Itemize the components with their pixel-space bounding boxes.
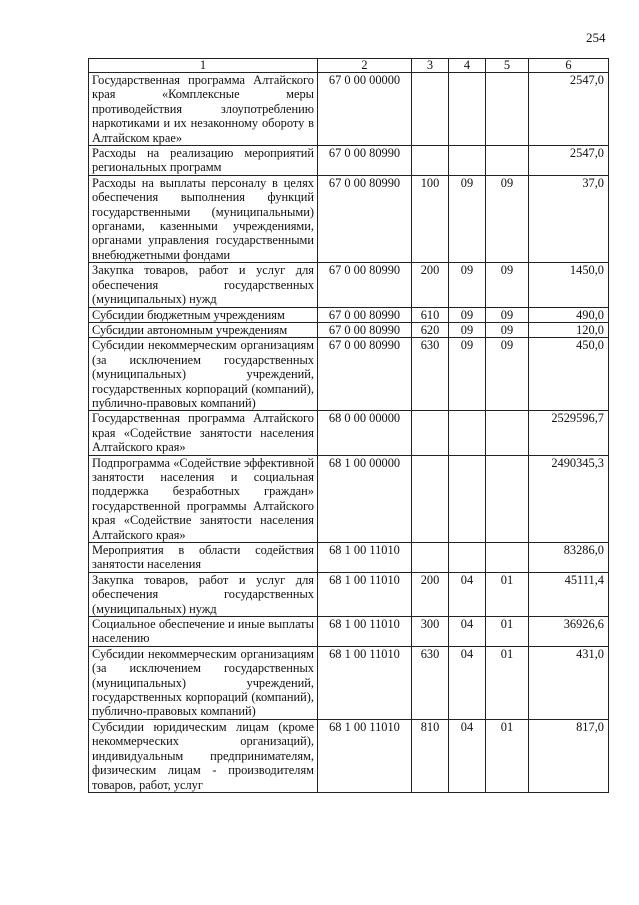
cell-expense-type: 630 xyxy=(412,646,449,719)
cell-name: Государственная программа Алтайского края «Комплексные меры противодействия злоупотреблению наркотиками и их незаконному обороту в Алтайском крае» xyxy=(89,73,318,146)
cell-amount: 37,0 xyxy=(529,175,609,262)
cell-section xyxy=(449,543,486,573)
table-row xyxy=(89,455,609,542)
cell-name: Расходы на реализацию мероприятий региональных программ xyxy=(89,146,318,176)
cell-expense-type: 300 xyxy=(412,617,449,647)
cell-subsection xyxy=(486,146,529,176)
column-header-3: 3 xyxy=(412,59,449,73)
cell-subsection xyxy=(486,455,529,542)
cell-expense-type: 630 xyxy=(412,338,449,411)
cell-amount: 2529596,7 xyxy=(529,411,609,455)
cell-expense-type: 620 xyxy=(412,322,449,337)
cell-amount: 2490345,3 xyxy=(529,455,609,542)
cell-expense-type: 610 xyxy=(412,307,449,322)
cell-amount: 2547,0 xyxy=(529,73,609,146)
column-header-4: 4 xyxy=(449,59,486,73)
cell-code: 67 0 00 00000 xyxy=(318,73,412,146)
cell-section xyxy=(449,411,486,455)
cell-subsection: 09 xyxy=(486,175,529,262)
cell-subsection: 09 xyxy=(486,307,529,322)
cell-subsection: 09 xyxy=(486,322,529,337)
cell-subsection xyxy=(486,543,529,573)
table-row xyxy=(89,646,609,719)
cell-subsection: 09 xyxy=(486,263,529,307)
table-row xyxy=(89,307,609,322)
table-header-row xyxy=(89,59,609,73)
cell-code: 67 0 00 80990 xyxy=(318,322,412,337)
cell-section: 09 xyxy=(449,175,486,262)
cell-section: 04 xyxy=(449,617,486,647)
table-row xyxy=(89,719,609,792)
cell-section: 09 xyxy=(449,263,486,307)
cell-section: 04 xyxy=(449,719,486,792)
cell-section: 04 xyxy=(449,572,486,616)
cell-expense-type xyxy=(412,411,449,455)
cell-amount: 2547,0 xyxy=(529,146,609,176)
table-row xyxy=(89,411,609,455)
cell-code: 68 1 00 00000 xyxy=(318,455,412,542)
cell-section: 09 xyxy=(449,322,486,337)
cell-amount: 83286,0 xyxy=(529,543,609,573)
table-row xyxy=(89,617,609,647)
table-row xyxy=(89,572,609,616)
table-body xyxy=(89,73,609,793)
cell-expense-type xyxy=(412,73,449,146)
cell-amount: 45111,4 xyxy=(529,572,609,616)
cell-amount: 120,0 xyxy=(529,322,609,337)
column-header-1: 1 xyxy=(89,59,318,73)
budget-table xyxy=(88,58,609,793)
table-row xyxy=(89,146,609,176)
cell-name: Субсидии некоммерческим организациям (за исключением государственных (муниципальных) учреждений, государственных корпораций (компаний), публично-правовых компаний) xyxy=(89,646,318,719)
cell-code: 68 1 00 11010 xyxy=(318,646,412,719)
column-header-6: 6 xyxy=(529,59,609,73)
cell-subsection xyxy=(486,73,529,146)
cell-subsection: 01 xyxy=(486,646,529,719)
cell-amount: 36926,6 xyxy=(529,617,609,647)
cell-name: Субсидии бюджетным учреждениям xyxy=(89,307,318,322)
cell-name: Субсидии автономным учреждениям xyxy=(89,322,318,337)
table-row xyxy=(89,322,609,337)
table-row xyxy=(89,338,609,411)
cell-code: 68 1 00 11010 xyxy=(318,543,412,573)
cell-name: Закупка товаров, работ и услуг для обеспечения государственных (муниципальных) нужд xyxy=(89,572,318,616)
cell-name: Подпрограмма «Содействие эффективной занятости населения и социальная поддержка безработных граждан» государственной программы Алтайского края «Содействие занятости населения Алтайского края» xyxy=(89,455,318,542)
cell-name: Субсидии некоммерческим организациям (за исключением государственных (муниципальных) учреждений, государственных корпораций (компаний), публично-правовых компаний) xyxy=(89,338,318,411)
cell-section: 09 xyxy=(449,307,486,322)
cell-section: 04 xyxy=(449,646,486,719)
cell-amount: 431,0 xyxy=(529,646,609,719)
cell-expense-type xyxy=(412,543,449,573)
cell-expense-type xyxy=(412,146,449,176)
cell-name: Мероприятия в области содействия занятости населения xyxy=(89,543,318,573)
cell-subsection: 01 xyxy=(486,617,529,647)
cell-section xyxy=(449,455,486,542)
cell-section xyxy=(449,73,486,146)
cell-name: Государственная программа Алтайского края «Содействие занятости населения Алтайского края» xyxy=(89,411,318,455)
cell-name: Субсидии юридическим лицам (кроме некоммерческих организаций), индивидуальным предпринимателям, физическим лицам - производителям товаров, работ, услуг xyxy=(89,719,318,792)
cell-code: 68 1 00 11010 xyxy=(318,719,412,792)
cell-expense-type: 200 xyxy=(412,572,449,616)
cell-expense-type: 200 xyxy=(412,263,449,307)
cell-section xyxy=(449,146,486,176)
cell-name: Социальное обеспечение и иные выплаты населению xyxy=(89,617,318,647)
cell-name: Закупка товаров, работ и услуг для обеспечения государственных (муниципальных) нужд xyxy=(89,263,318,307)
cell-amount: 450,0 xyxy=(529,338,609,411)
cell-code: 68 1 00 11010 xyxy=(318,617,412,647)
cell-subsection xyxy=(486,411,529,455)
table-row xyxy=(89,73,609,146)
column-header-5: 5 xyxy=(486,59,529,73)
cell-code: 67 0 00 80990 xyxy=(318,338,412,411)
cell-amount: 1450,0 xyxy=(529,263,609,307)
cell-code: 68 1 00 11010 xyxy=(318,572,412,616)
cell-name: Расходы на выплаты персоналу в целях обеспечения выполнения функций государственными (муниципальными) органами, казенными учреждениями, органами управления государственными внебюджетными фондами xyxy=(89,175,318,262)
column-header-2: 2 xyxy=(318,59,412,73)
cell-code: 67 0 00 80990 xyxy=(318,146,412,176)
table-row xyxy=(89,175,609,262)
table-row xyxy=(89,543,609,573)
cell-expense-type: 810 xyxy=(412,719,449,792)
cell-subsection: 09 xyxy=(486,338,529,411)
cell-section: 09 xyxy=(449,338,486,411)
cell-expense-type: 100 xyxy=(412,175,449,262)
cell-code: 67 0 00 80990 xyxy=(318,175,412,262)
cell-expense-type xyxy=(412,455,449,542)
cell-code: 68 0 00 00000 xyxy=(318,411,412,455)
table-row xyxy=(89,263,609,307)
cell-subsection: 01 xyxy=(486,572,529,616)
cell-code: 67 0 00 80990 xyxy=(318,263,412,307)
page-number: 254 xyxy=(586,30,606,45)
cell-code: 67 0 00 80990 xyxy=(318,307,412,322)
cell-amount: 490,0 xyxy=(529,307,609,322)
cell-amount: 817,0 xyxy=(529,719,609,792)
cell-subsection: 01 xyxy=(486,719,529,792)
